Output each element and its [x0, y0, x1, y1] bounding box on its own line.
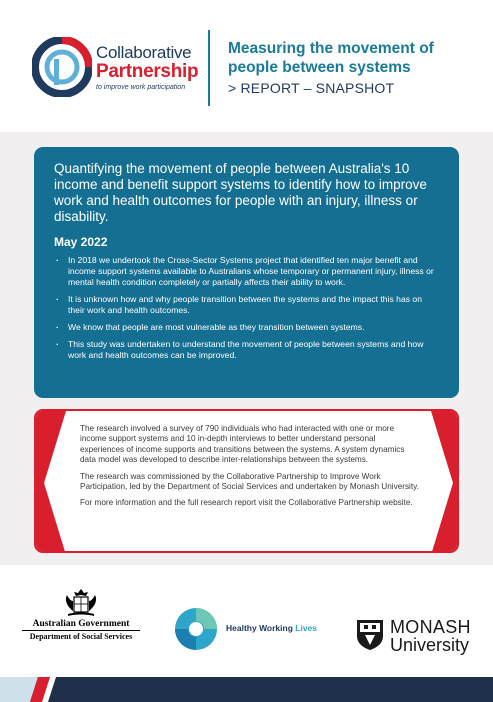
- monash-university-logo: [356, 615, 476, 659]
- research-paragraph: The research was commissioned by the Collaborative Partnership to Improve Work Participation, led by the Department of Social Services and undertaken by Monash University.: [80, 471, 419, 492]
- summary-bullet: · In 2018 we undertook the Cross-Sector Systems project that identified ten major benefit and income support systems available to Australians whose temporary or permanent injury, illness or mental health condition completely or partially affects their ability to work.: [54, 255, 439, 288]
- coat-of-arms-icon: [58, 587, 104, 619]
- summary-box: [34, 147, 459, 398]
- hwl-name-part2: Lives: [295, 623, 318, 633]
- logo-tagline: to improve work participation: [96, 84, 186, 91]
- partner-logos: [0, 565, 493, 677]
- research-box: [34, 409, 459, 553]
- page-title: Measuring the movement of people between systems: [228, 40, 434, 76]
- healthy-working-lives-logo: [174, 607, 324, 651]
- footer-stripe: [0, 677, 493, 702]
- monash-university: University: [390, 635, 470, 655]
- summary-bullet: · It is unknown how and why people transition between the systems and the impact this has on their work and health outcomes.: [54, 294, 439, 316]
- header: [0, 0, 493, 132]
- page-subtitle: > REPORT – SNAPSHOT: [228, 80, 395, 96]
- header-divider: [208, 30, 210, 106]
- monash-name: MONASH: [390, 617, 471, 637]
- australian-government-logo: [22, 587, 140, 657]
- summary-bullet: · We know that people are most vulnerable as they transition between systems.: [54, 322, 439, 333]
- research-text: [80, 424, 420, 515]
- hwl-icon: [174, 607, 218, 651]
- collaborative-partnership-logo: [32, 37, 202, 101]
- logo-line-2: Partnership: [96, 61, 199, 82]
- research-paragraph: For more information and the full research report visit the Collaborative Partnership website.: [80, 498, 413, 508]
- research-paragraph: The research involved a survey of 790 individuals who had interacted with one or more income support systems and 10 in-depth interviews to better understand personal experiences of income supports and transitions between the systems. A system dynamics data model was developed to describe inter-relationships between the systems.: [80, 424, 405, 465]
- gov-name: Australian Government: [32, 619, 130, 629]
- gov-rule: [22, 630, 140, 631]
- hwl-name-part1: Healthy Working: [226, 623, 296, 633]
- summary-lead: Quantifying the movement of people between Australia's 10 income and benefit support systems to identify how to improve work and health outcomes for people with an injury, illness or disability.: [54, 161, 427, 224]
- logo-line-1: Collaborative: [96, 43, 192, 62]
- summary-bullets: [54, 255, 439, 361]
- hwl-name: [226, 623, 317, 633]
- monash-shield-icon: [356, 619, 384, 651]
- summary-date: May 2022: [54, 235, 108, 249]
- partnership-logo-icon: [32, 37, 92, 97]
- summary-bullet: · This study was undertaken to understand the movement of people between systems and how work and health outcomes can be improved.: [54, 339, 439, 361]
- gov-department: Department of Social Services: [29, 632, 133, 641]
